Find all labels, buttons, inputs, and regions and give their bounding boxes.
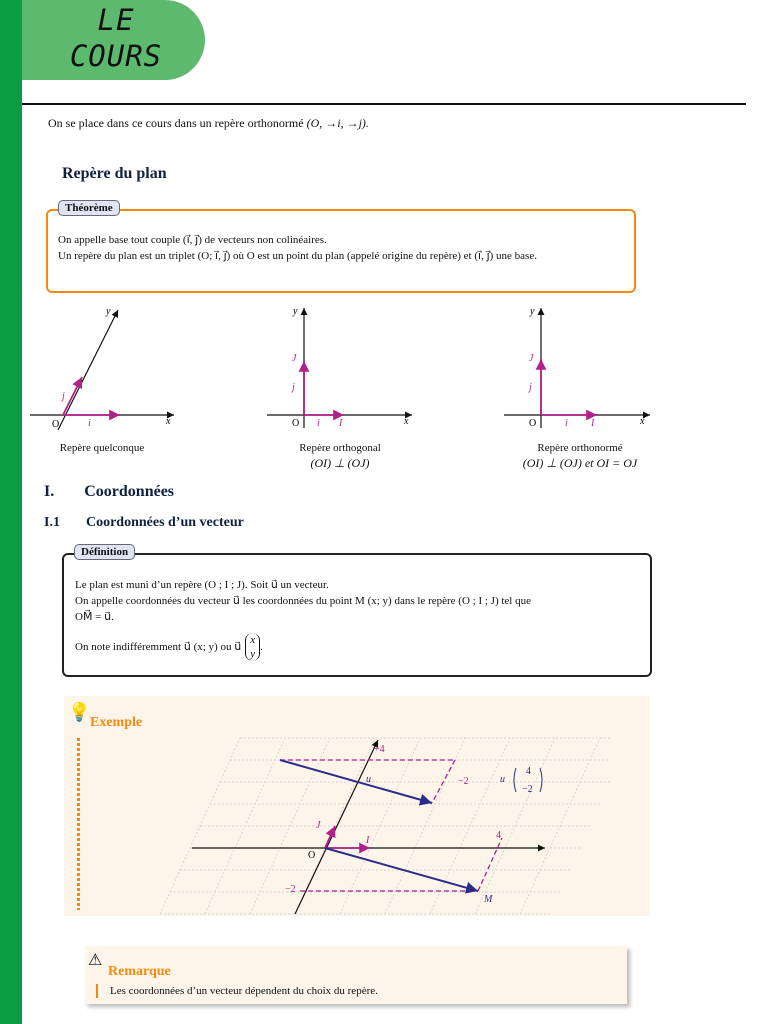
fig1-x-label: x (166, 416, 171, 427)
example-figure (160, 730, 610, 920)
intro-text: On se place dans ce cours dans un repère orthonormé (O, →i, →j). (48, 116, 369, 130)
example-side-rule (77, 738, 80, 910)
label-minus2-bottom: −2 (285, 884, 296, 895)
fig3-origin-label: O (529, 418, 537, 429)
label-plus4: +4 (374, 744, 385, 755)
label-O: O (308, 850, 316, 861)
label-M: M (484, 894, 493, 905)
fig2-j-label: j⃗ (292, 382, 303, 393)
fig2-y-label: y (293, 306, 298, 317)
example-title: Exemple (90, 715, 143, 730)
header-rule (22, 103, 746, 105)
section1-heading: I. Coordonnées (44, 483, 175, 500)
definition-tag: Définition (74, 544, 135, 560)
label-vec-x: 4 (526, 766, 531, 777)
remark-title: Remarque (108, 964, 171, 979)
fig3-i-label: i⃗ (565, 418, 576, 429)
fig1-i-label: i⃗ (88, 418, 99, 429)
label-u-vector: u⃗ (500, 774, 513, 785)
fig2-x-label: x (404, 416, 409, 427)
fig2-origin-label: O (292, 418, 300, 429)
fig2-J-label: J (292, 353, 297, 364)
figure-repere-orthonorme (504, 308, 650, 428)
repere-figures (22, 298, 682, 438)
label-4: 4 (496, 830, 501, 841)
remark-text: Les coordonnées d’un vecteur dépendent du choix du repère. (110, 985, 378, 997)
definition-text: Le plan est muni d’un repère (O ; I ; J). Soit u⃗ un vecteur. On appelle coordonnées du vecteur u⃗ les coordonnées du point M (x; y) dans le repère (O ; I ; J) tel que OM⃗ = u⃗. On note indifféremment u⃗ (x; y) ou u⃗ x y . (75, 579, 531, 660)
label-vec-y: −2 (522, 784, 533, 795)
fig1-origin-label: O (52, 419, 60, 430)
header-title: LE COURS (69, 3, 163, 73)
figure2-caption: Repère orthogonal (OI) ⊥ (OJ) (299, 442, 381, 470)
vector-y: y (250, 648, 256, 660)
figure-repere-orthogonal (267, 308, 412, 428)
theorem-tag: Théorème (58, 200, 120, 216)
warning-icon: ⚠ (88, 950, 103, 969)
lightbulb-icon: 💡 (68, 702, 91, 723)
fig1-y-label: y (106, 306, 111, 317)
label-u: u⃗ (366, 774, 379, 785)
remark-side-rule (96, 984, 98, 998)
label-minus2-top: −2 (458, 776, 469, 787)
fig3-x-label: x (640, 416, 645, 427)
theorem-text: On appelle base tout couple (i⃗, j⃗) de vecteurs non colinéaires. Un repère du plan est un triplet (O; i⃗, j⃗) où O est un point du plan (appelé origine du repère) et (i⃗, j⃗) une base. (58, 234, 537, 262)
section-title-repere: Repère du plan (62, 165, 167, 182)
left-margin-bar (0, 0, 22, 1024)
vector-x: x (250, 634, 256, 646)
section11-heading: I.1 Coordonnées d’un vecteur (44, 515, 244, 530)
example-grid (160, 738, 610, 914)
figure-repere-quelconque (30, 310, 174, 430)
label-I: I (366, 835, 370, 846)
fig3-y-label: y (530, 306, 535, 317)
fig3-j-label: j⃗ (529, 382, 540, 393)
label-J: J (316, 820, 321, 831)
fig2-I-label: I (339, 418, 343, 429)
figure1-caption: Repère quelconque (59, 442, 145, 454)
fig2-i-label: i⃗ (317, 418, 328, 429)
figure3-caption: Repère orthonormé (OI) ⊥ (OJ) et OI = OJ (522, 442, 638, 470)
fig1-j-label: j⃗ (62, 391, 73, 402)
fig3-I-label: I (591, 418, 595, 429)
fig3-J-label: J (529, 353, 534, 364)
